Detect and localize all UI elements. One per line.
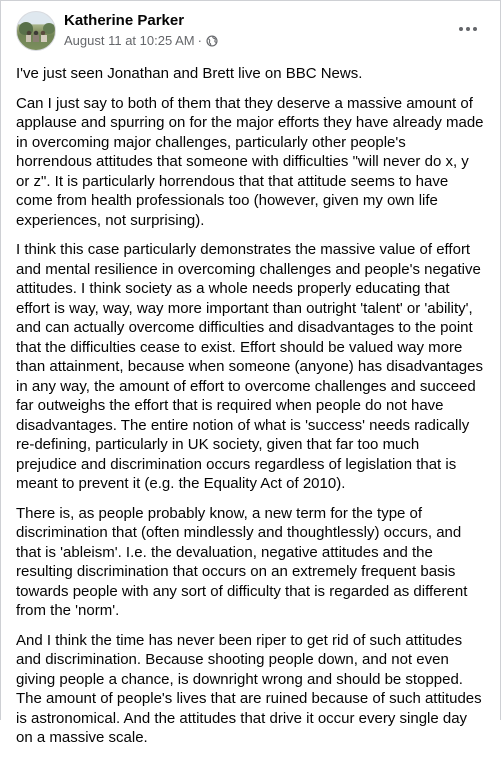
post-body	[16, 64, 491, 758]
author-avatar[interactable]	[16, 11, 56, 51]
post-paragraph: Can I just say to both of them that they deserve a massive amount of applause and spurring on for the major efforts they have already made in overcoming major challenges, particularly other people's horrendous attitudes that someone with difficulties "will never do x, y or z". It is particularly horrendous that that attitude seems to have come from health professionals too (however, given my own life experiences, not surprising).	[16, 94, 484, 229]
meta-separator: ·	[197, 33, 202, 48]
post-meta	[64, 33, 218, 48]
post-paragraph: I think this case particularly demonstrates the massive value of effort and mental resilience in overcoming challenges and people's negative attitudes. I think society as a whole needs properly educating that effort is way, way, way more important than outright 'talent' or 'ability', and can actually overcome difficulties and disadvantages to the point that the difficulties cease to exist. Effort should be valued way more than attainment, because when someone (anyone) has disadvantages in any way, the amount of effort to overcome challenges and succeed far outweighs the effort that is required when people do not have disadvantages. The entire notion of what is 'success' needs radically re-defining, particularly in UK society, given that far too much prejudice and discrimination occurs regardless of legislation that is meant to prevent it (e.g. the Equality Act of 2010).	[16, 241, 483, 492]
avatar-group-photo	[26, 30, 48, 42]
post-paragraph: I've just seen Jonathan and Brett live on BBC News.	[16, 65, 363, 82]
dot-icon	[466, 27, 470, 31]
more-options-icon[interactable]	[456, 19, 480, 39]
dot-icon	[459, 27, 463, 31]
author-name[interactable]: Katherine Parker	[64, 12, 185, 29]
post-timestamp[interactable]: August 11 at 10:25 AM	[64, 33, 195, 48]
post-paragraph: And I think the time has never been riper to get rid of such attitudes and discrimination. Because shooting people down, and not even giving people a chance, is downright wrong and should be stopped. The amount of people's lives that are ruined because of such attitudes is astronomical. And the attitudes that drive it occur every single day on a massive scale.	[16, 631, 482, 746]
post-paragraph: There is, as people probably know, a new term for the type of discrimination that (often mindlessly and thoughtlessly) occurs, and that is 'ableism'. I.e. the devaluation, negative attitudes and the resulting discrimination that occurs on an extremely frequent basis towards people with any sort of difficulty that is regarded as different from the 'norm'.	[16, 504, 468, 619]
globe-icon[interactable]	[206, 35, 218, 47]
dot-icon	[473, 27, 477, 31]
post-header	[16, 11, 486, 55]
